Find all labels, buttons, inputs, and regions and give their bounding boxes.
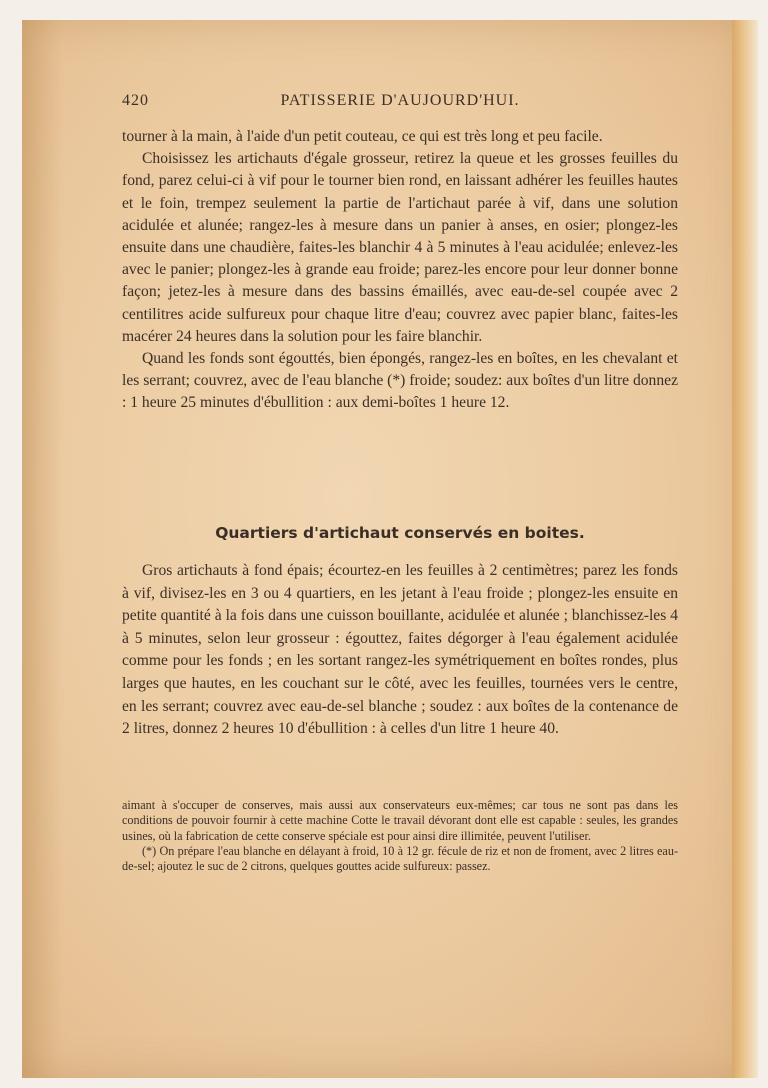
page-gutter-shadow	[22, 20, 62, 1078]
page-edge	[732, 20, 758, 1078]
paragraph: Choisissez les artichauts d'égale grosseur, retirez la queue et les grosses feuilles du fond, parez celui-ci à vif pour le tourner bien rond, en laissant adhérer les feuilles hautes et le foin, trempez seulement la partie de l'artichaut parée à vif, dans une solution acidulée et alunée; rangez-les à mesure dans un panier à anses, en osier; plongez-les ensuite dans une chaudière, faites-les blanchir 4 à 5 minutes à l'eau acidulée; enlevez-les avec le panier; plongez-les à grande eau froide; parez-les encore pour leur donner bonne façon; jetez-les à mesure dans des bassins émaillés, avec eau-de-sel coupée avec 2 centilitres acide sulfureux pour chaque litre d'eau; couvrez avec papier blanc, faites-les macérer 24 heures dans la solution pour les faire blanchir.	[122, 150, 678, 345]
footnote: aimant à s'occuper de conserves, mais aussi aux conservateurs eux-mêmes; car tous ne sont pas dans les conditions de pouvoir fournir à cette machine Cotte le travail dévorant dont elle est capable : seules, les grandes usines, où la fabrication de cette conserve spéciale est pour ainsi dire illimitée, peuvent l'utiliser.	[122, 798, 678, 843]
footnote: (*) On prépare l'eau blanche en délayant à froid, 10 à 12 gr. fécule de riz et non de froment, avec 2 litres eau-de-sel; ajoutez le suc de 2 citrons, quelques gouttes acide sulfureux: passez.	[122, 843, 678, 874]
section-body-text	[122, 560, 678, 741]
body-text	[122, 126, 678, 415]
page-header	[122, 92, 678, 116]
footnotes	[122, 798, 678, 874]
running-title: PATISSERIE D'AUJOURD'HUI.	[280, 92, 520, 109]
paragraph: Quand les fonds sont égouttés, bien épongés, rangez-les en boîtes, en les chevalant et les serrant; couvrez, avec de l'eau blanche (*) froide; soudez: aux boîtes d'un litre donnez : 1 heure 25 minutes d'ébullition : aux demi-boîtes 1 heure 12.	[122, 350, 678, 412]
paragraph: tourner à la main, à l'aide d'un petit couteau, ce qui est très long et peu facile.	[122, 128, 603, 145]
page-number: 420	[122, 92, 149, 109]
section-heading: Quartiers d'artichaut conservés en boites.	[215, 524, 585, 542]
paragraph: Gros artichauts à fond épais; écourtez-en les feuilles à 2 centimètres; parez les fonds à vif, divisez-les en 3 ou 4 quartiers, en les jetant à l'eau froide ; plongez-les ensuite en petite quantité à la fois dans une cuisson bouillante, acidulée et alunée ; blanchissez-les 4 à 5 minutes, selon leur grosseur : égouttez, faites dégorger à l'eau également acidulée comme pour les fonds ; en les sortant rangez-les symétriquement en boîtes rondes, plus larges que hautes, en les couchant sur le côté, avec les feuilles, tournées vers le centre, en les serrant; couvrez avec eau-de-sel blanche ; soudez : aux boîtes de la contenance de 2 litres, donnez 2 heures 10 d'ébullition : à celles d'un litre 1 heure 40.	[122, 562, 678, 738]
